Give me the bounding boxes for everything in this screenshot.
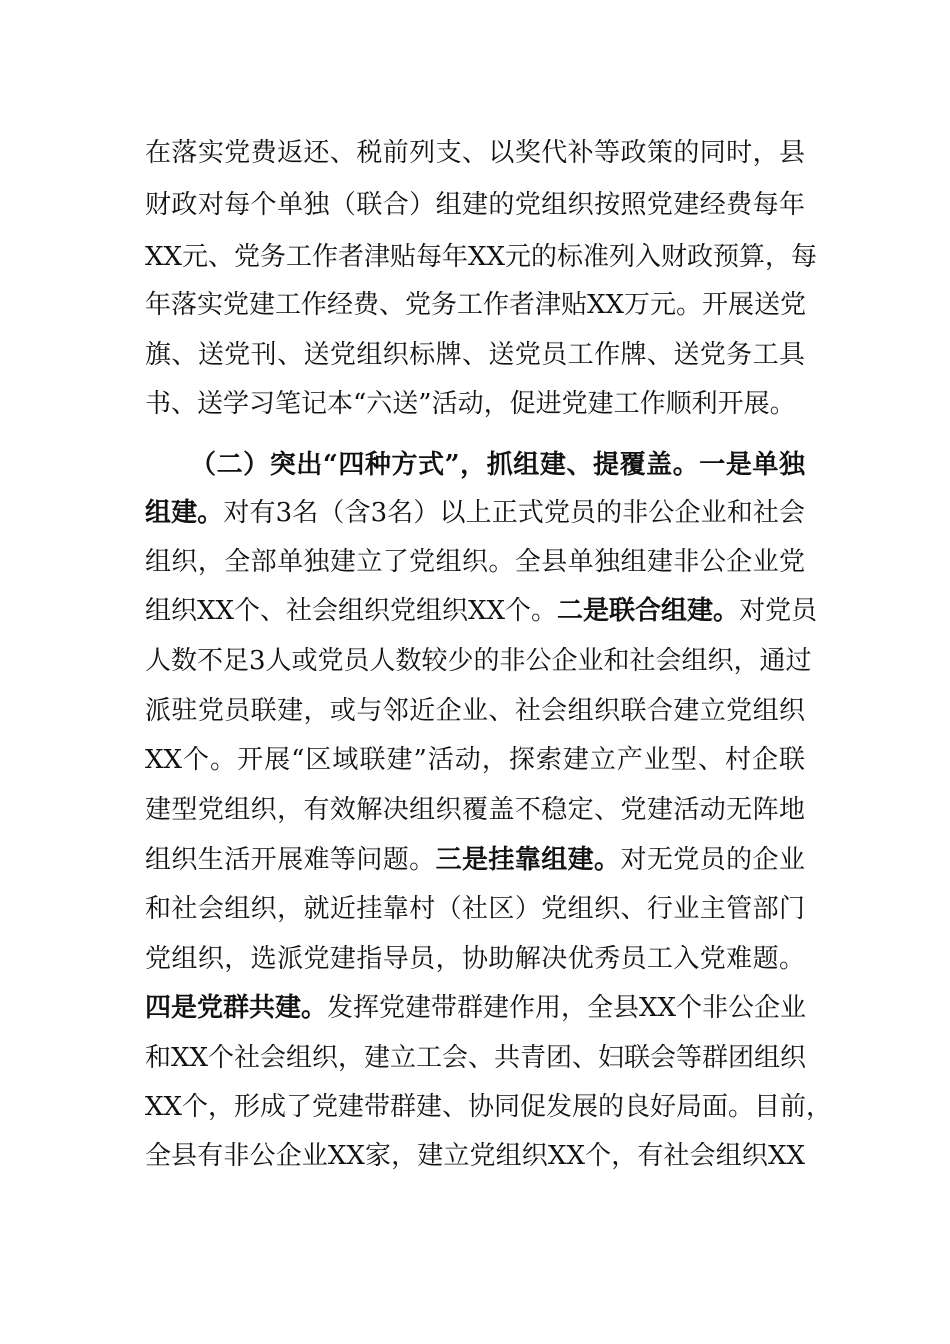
method-heading: 二是联合组建。 xyxy=(557,596,740,626)
text-span: 对无党员的企业 xyxy=(620,845,805,875)
text-line: 人数不足3人或党员人数较少的非公企业和社会组织，通过 xyxy=(145,646,812,676)
text-line xyxy=(145,495,805,531)
text-line xyxy=(145,990,805,1026)
text-line: 财政对每个单独（联合）组建的党组织按照党建经费每年 xyxy=(145,190,805,220)
text-line: 党组织，选派党建指导员，协助解决优秀员工入党难题。 xyxy=(145,944,805,974)
text-line: 书、送学习笔记本“六送”活动，促进党建工作顺利开展。 xyxy=(145,389,796,419)
text-line xyxy=(145,842,805,878)
method-heading: 四是党群共建。 xyxy=(145,993,328,1023)
text-line: 建型党组织，有效解决组织覆盖不稳定、党建活动无阵地 xyxy=(145,795,805,825)
text-line: 年落实党建工作经费、党务工作者津贴XX万元。开展送党 xyxy=(145,290,807,320)
text-line: 组织，全部单独建立了党组织。全县单独组建非公企业党 xyxy=(145,547,805,577)
method-heading: 三是挂靠组建。 xyxy=(435,845,621,875)
text-line: XX元、党务工作者津贴每年XX元的标准列入财政预算，每 xyxy=(145,242,818,272)
text-span: 发挥党建带群建作用，全县XX个非公企业 xyxy=(327,993,807,1023)
section-heading-line: （二）突出“四种方式”，抓组建、提覆盖。一是单独 xyxy=(190,450,805,480)
text-line: 旗、送党刊、送党组织标牌、送党员工作牌、送党务工具 xyxy=(145,340,805,370)
text-line: 派驻党员联建，或与邻近企业、社会组织联合建立党组织 xyxy=(145,696,805,726)
text-line: 在落实党费返还、税前列支、以奖代补等政策的同时，县 xyxy=(145,138,805,168)
text-span: 组织XX个、社会组织党组织XX个。 xyxy=(145,596,558,626)
text-line: 和社会组织，就近挂靠村（社区）党组织、行业主管部门 xyxy=(145,894,805,924)
text-span: 对党员 xyxy=(739,596,818,626)
text-span: 对有3名（含3名）以上正式党员的非公企业和社会 xyxy=(223,498,805,528)
text-line: 全县有非公企业XX家，建立党组织XX个，有社会组织XX xyxy=(145,1141,805,1171)
text-line: XX个，形成了党建带群建、协同促发展的良好局面。目前， xyxy=(145,1092,833,1122)
text-span: 组织生活开展难等问题。 xyxy=(145,845,436,875)
method-heading: 组建。 xyxy=(145,498,224,528)
text-line xyxy=(145,593,818,629)
text-line: 和XX个社会组织，建立工会、共青团、妇联会等群团组织 xyxy=(145,1043,807,1073)
text-line: XX个。开展“区域联建”活动，探索建立产业型、村企联 xyxy=(145,745,805,775)
